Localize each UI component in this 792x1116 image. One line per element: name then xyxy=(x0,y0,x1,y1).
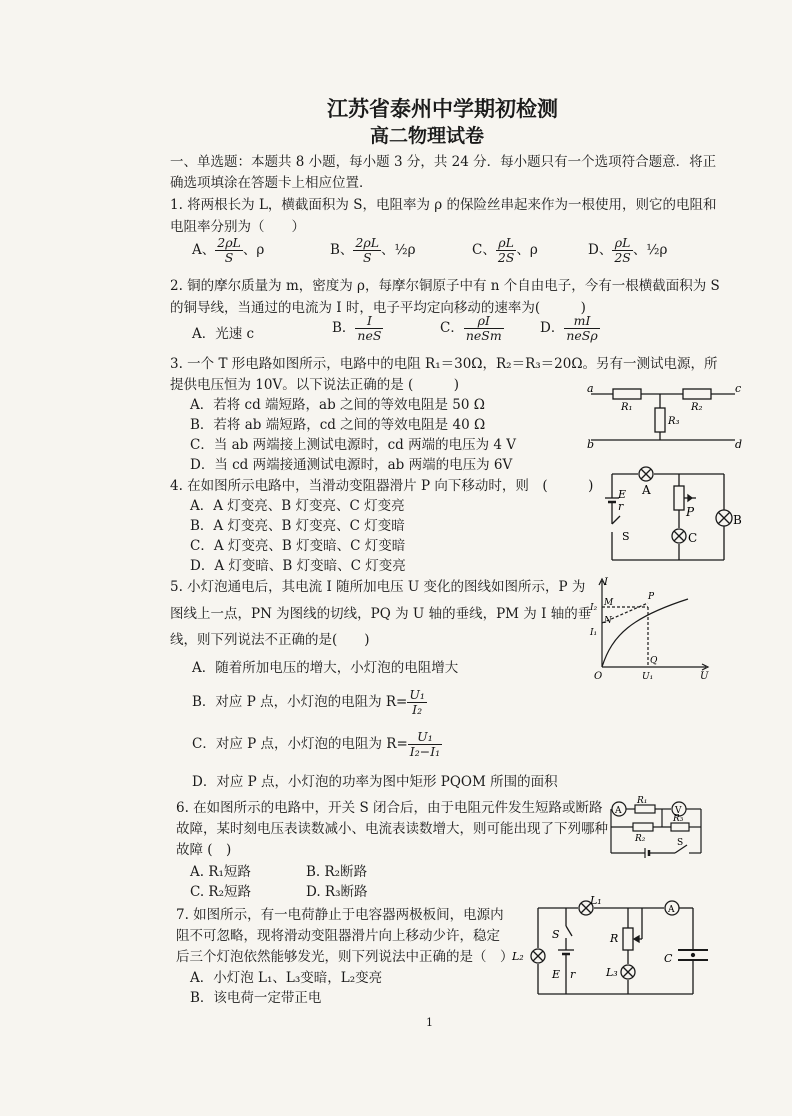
q5-fig-u1: U₁ xyxy=(642,672,654,680)
q1-option-b xyxy=(330,236,416,265)
q5-option-a: A．随着所加电压的增大，小灯泡的电阻增大 xyxy=(192,660,459,676)
q5-fig-origin: O xyxy=(594,671,603,680)
q5-fig-i2: I₂ xyxy=(590,603,598,613)
q5-stem-line1: 5. 小灯泡通电后，其电流 I 随所加电压 U 变化的图线如图所示，P 为 xyxy=(170,579,586,595)
q4-fig-label-a: A xyxy=(642,483,651,497)
q3-fig-label-a: a xyxy=(587,382,594,395)
q2-d-num: mI xyxy=(564,314,599,329)
q5-c-num: U₁ xyxy=(408,730,442,745)
q6-stem-line2: 故障，某时刻电压表读数减小、电流表读数增大，则可能出现了下列哪种 xyxy=(176,821,608,837)
q3-stem-line1: 3. 一个 T 形电路如图所示，电路中的电阻 R₁＝30Ω，R₂＝R₃＝20Ω。另有一测试电源，所 xyxy=(170,356,718,372)
q1-option-c xyxy=(472,236,538,265)
q1-d-fraction xyxy=(612,236,633,265)
q1-a-den: S xyxy=(224,250,234,265)
q6-fig-switch: S xyxy=(677,838,684,848)
q2-d-den: neSρ xyxy=(566,328,598,343)
q2-stem-line1: 2. 铜的摩尔质量为 m，密度为 ρ，每摩尔铜原子中有 n 个自由电子，今有一根横截面积为 S xyxy=(170,278,720,294)
q5-option-d: D．对应 P 点，小灯泡的功率为图中矩形 PQOM 所围的面积 xyxy=(192,774,558,790)
q5-fig-q: Q xyxy=(650,656,658,666)
q1-a-fraction xyxy=(215,236,243,265)
q6-fig-ammeter: A xyxy=(615,806,622,816)
q7-fig-l2: L₂ xyxy=(512,950,524,963)
q4-stem: 4. 在如图所示电路中，当滑动变阻器滑片 P 向下移动时，则 ( ) xyxy=(170,478,594,494)
q2-c-label: C． xyxy=(440,320,464,336)
q5-fig-i1: I₁ xyxy=(590,628,598,638)
q7-fig-c: C xyxy=(664,952,673,965)
q5-option-c xyxy=(192,730,442,759)
subject-title: 高二物理试卷 xyxy=(370,125,485,147)
q1-b-tail: 、½ρ xyxy=(381,242,416,258)
q3-t-circuit-figure xyxy=(585,380,745,452)
q5-stem-line3: 线，则下列说法不正确的是( ) xyxy=(170,632,370,648)
q5-fig-m: M xyxy=(604,598,614,608)
q6-option-c: C. R₂短路 xyxy=(190,884,252,900)
q5-fig-p: P xyxy=(648,592,655,602)
q2-b-label: B． xyxy=(332,320,356,336)
q4-fig-label-r: r xyxy=(618,500,624,513)
q3-option-d: D．当 cd 两端接通测试电源时，ab 两端的电压为 6V xyxy=(190,457,513,473)
q7-stem-line1: 7. 如图所示，有一电荷静止于电容器两极板间，电源内 xyxy=(176,907,504,923)
q3-fig-label-r3: R₃ xyxy=(668,416,680,427)
q2-option-b xyxy=(332,314,383,343)
q5-b-num: U₁ xyxy=(409,687,425,702)
q7-stem-line2: 阻不可忽略，现将滑动变阻器滑片向上移动少许，稳定 xyxy=(176,928,500,944)
q2-option-c xyxy=(440,314,504,343)
q7-fig-s: S xyxy=(552,928,560,941)
q4-fig-label-p: P xyxy=(686,505,695,519)
q7-fig-l1: L₁ xyxy=(590,894,602,907)
q5-b-text: B．对应 P 点，小灯泡的电阻为 R= xyxy=(192,694,408,710)
q1-c-tail: 、ρ xyxy=(516,242,538,258)
q7-fig-l3: L₃ xyxy=(606,966,618,979)
q1-c-label: C、 xyxy=(472,242,496,258)
q1-stem-line2: 电阻率分别为（ ） xyxy=(170,219,305,235)
q5-fig-axis-i: I xyxy=(604,577,608,588)
q7-fig-rheostat: R xyxy=(610,932,619,945)
q2-b-den: neS xyxy=(357,328,382,343)
q7-fig-e: E xyxy=(552,968,561,981)
q5-option-b xyxy=(192,688,427,717)
q4-fig-label-e: E xyxy=(618,488,627,501)
q7-option-b: B．该电荷一定带正电 xyxy=(190,990,322,1006)
q6-fault-circuit-figure xyxy=(605,793,710,863)
q3-option-b: B．若将 ab 端短路，cd 之间的等效电阻是 40 Ω xyxy=(190,417,486,433)
q1-option-a xyxy=(192,236,264,265)
q1-b-den: S xyxy=(362,250,372,265)
q6-stem-line1: 6. 在如图所示的电路中，开关 S 闭合后，由于电阻元件发生短路或断路 xyxy=(176,800,603,816)
q1-b-num: 2ρL xyxy=(355,235,380,250)
q4-lamp-circuit-figure xyxy=(600,462,745,572)
q2-d-label: D． xyxy=(540,320,565,336)
q5-stem-line2: 图线上一点，PN 为图线的切线，PQ 为 U 轴的垂线，PM 为 I 轴的垂 xyxy=(170,606,592,622)
q3-fig-label-r1: R₁ xyxy=(621,402,633,413)
q1-c-fraction xyxy=(496,236,517,265)
q2-option-a: A．光速 c xyxy=(192,326,255,342)
q3-option-c: C．当 ab 两端接上测试电源时，cd 两端的电压为 4 V xyxy=(190,437,517,453)
q5-fig-axis-u: U xyxy=(700,671,709,680)
q6-option-a: A. R₁短路 xyxy=(190,864,251,880)
school-title: 江苏省泰州中学期初检测 xyxy=(327,96,558,121)
q3-fig-label-d: d xyxy=(735,438,743,451)
section-intro-line2: 确选项填涂在答题卡上相应位置． xyxy=(170,175,373,191)
q1-b-fraction xyxy=(353,236,381,265)
q7-stem-line3: 后三个灯泡依然能够发光，则下列说法中正确的是（ ） xyxy=(176,949,514,965)
q1-c-num: ρL xyxy=(496,236,517,251)
q5-b-fraction xyxy=(407,688,427,717)
q5-b-den: I₂ xyxy=(412,702,423,717)
q1-a-tail: 、ρ xyxy=(242,242,265,258)
q2-stem-line2: 的铜导线，当通过的电流为 I 时，电子平均定向移动的速率为( ) xyxy=(170,300,586,316)
q3-fig-label-c: c xyxy=(735,382,742,395)
q5-fig-n: N xyxy=(604,616,612,626)
q3-stem-line2: 提供电压恒为 10V。以下说法正确的是 ( ) xyxy=(170,377,460,393)
q5-iu-graph-figure xyxy=(588,575,718,680)
q1-d-tail: 、½ρ xyxy=(632,242,668,258)
q2-c-fraction xyxy=(464,314,504,343)
q3-option-a: A．若将 cd 端短路，ab 之间的等效电阻是 50 Ω xyxy=(190,397,485,413)
q4-option-a: A．A 灯变亮、B 灯变亮、C 灯变亮 xyxy=(190,498,405,514)
q5-c-text: C．对应 P 点，小灯泡的电阻为 R= xyxy=(192,736,408,752)
q4-fig-label-c: C xyxy=(688,531,698,545)
q4-fig-label-b: B xyxy=(733,513,742,527)
q1-a-num: 2ρL xyxy=(217,235,241,250)
q7-fig-ammeter: A xyxy=(668,905,675,915)
q7-capacitor-circuit-figure xyxy=(508,892,718,1004)
q1-option-d xyxy=(588,236,667,265)
q1-a-label: A、 xyxy=(192,242,216,258)
q6-stem-line3: 故障 ( ) xyxy=(176,842,232,858)
section-intro-line1: 一、单选题：本题共 8 小题，每小题 3 分，共 24 分．每小题只有一个选项符合题意．将正 xyxy=(170,154,717,170)
q2-c-num: ρI xyxy=(464,314,504,329)
page-number: 1 xyxy=(426,1016,433,1029)
q3-fig-label-b: b xyxy=(587,438,595,451)
q1-d-num: ρL xyxy=(612,236,633,251)
q2-b-fraction xyxy=(355,314,383,343)
q1-b-label: B、 xyxy=(330,242,354,258)
q3-fig-label-r2: R₂ xyxy=(691,402,703,413)
q6-fig-r1: R₁ xyxy=(637,796,648,806)
q6-option-b: B. R₂断路 xyxy=(306,864,368,880)
q2-option-d xyxy=(540,314,600,343)
q4-option-b: B．A 灯变亮、B 灯变亮、C 灯变暗 xyxy=(190,518,405,534)
q1-c-den: 2S xyxy=(497,250,515,265)
q4-option-d: D．A 灯变暗、B 灯变暗、C 灯变亮 xyxy=(190,558,406,574)
q1-d-label: D、 xyxy=(588,242,613,258)
q6-fig-r3: R₃ xyxy=(673,814,684,824)
q6-fig-voltmeter: V xyxy=(675,806,682,816)
q6-option-d: D. R₃断路 xyxy=(306,884,368,900)
q4-fig-label-s: S xyxy=(622,530,630,543)
q5-c-fraction xyxy=(408,730,442,759)
q5-c-den: I₂−I₁ xyxy=(409,744,441,759)
q2-b-num: I xyxy=(355,314,383,329)
q6-fig-r2: R₂ xyxy=(635,834,646,844)
q1-d-den: 2S xyxy=(614,250,631,265)
q4-option-c: C．A 灯变亮、B 灯变暗、C 灯变暗 xyxy=(190,538,406,554)
q2-d-fraction xyxy=(564,314,599,343)
q7-fig-r: r xyxy=(570,968,576,981)
q1-stem-line1: 1. 将两根长为 L，横截面积为 S，电阻率为 ρ 的保险丝串起来作为一根使用，则它的电阻和 xyxy=(170,197,717,213)
q7-option-a: A．小灯泡 L₁、L₃变暗，L₂变亮 xyxy=(190,970,383,986)
q2-c-den: neSm xyxy=(465,328,502,343)
